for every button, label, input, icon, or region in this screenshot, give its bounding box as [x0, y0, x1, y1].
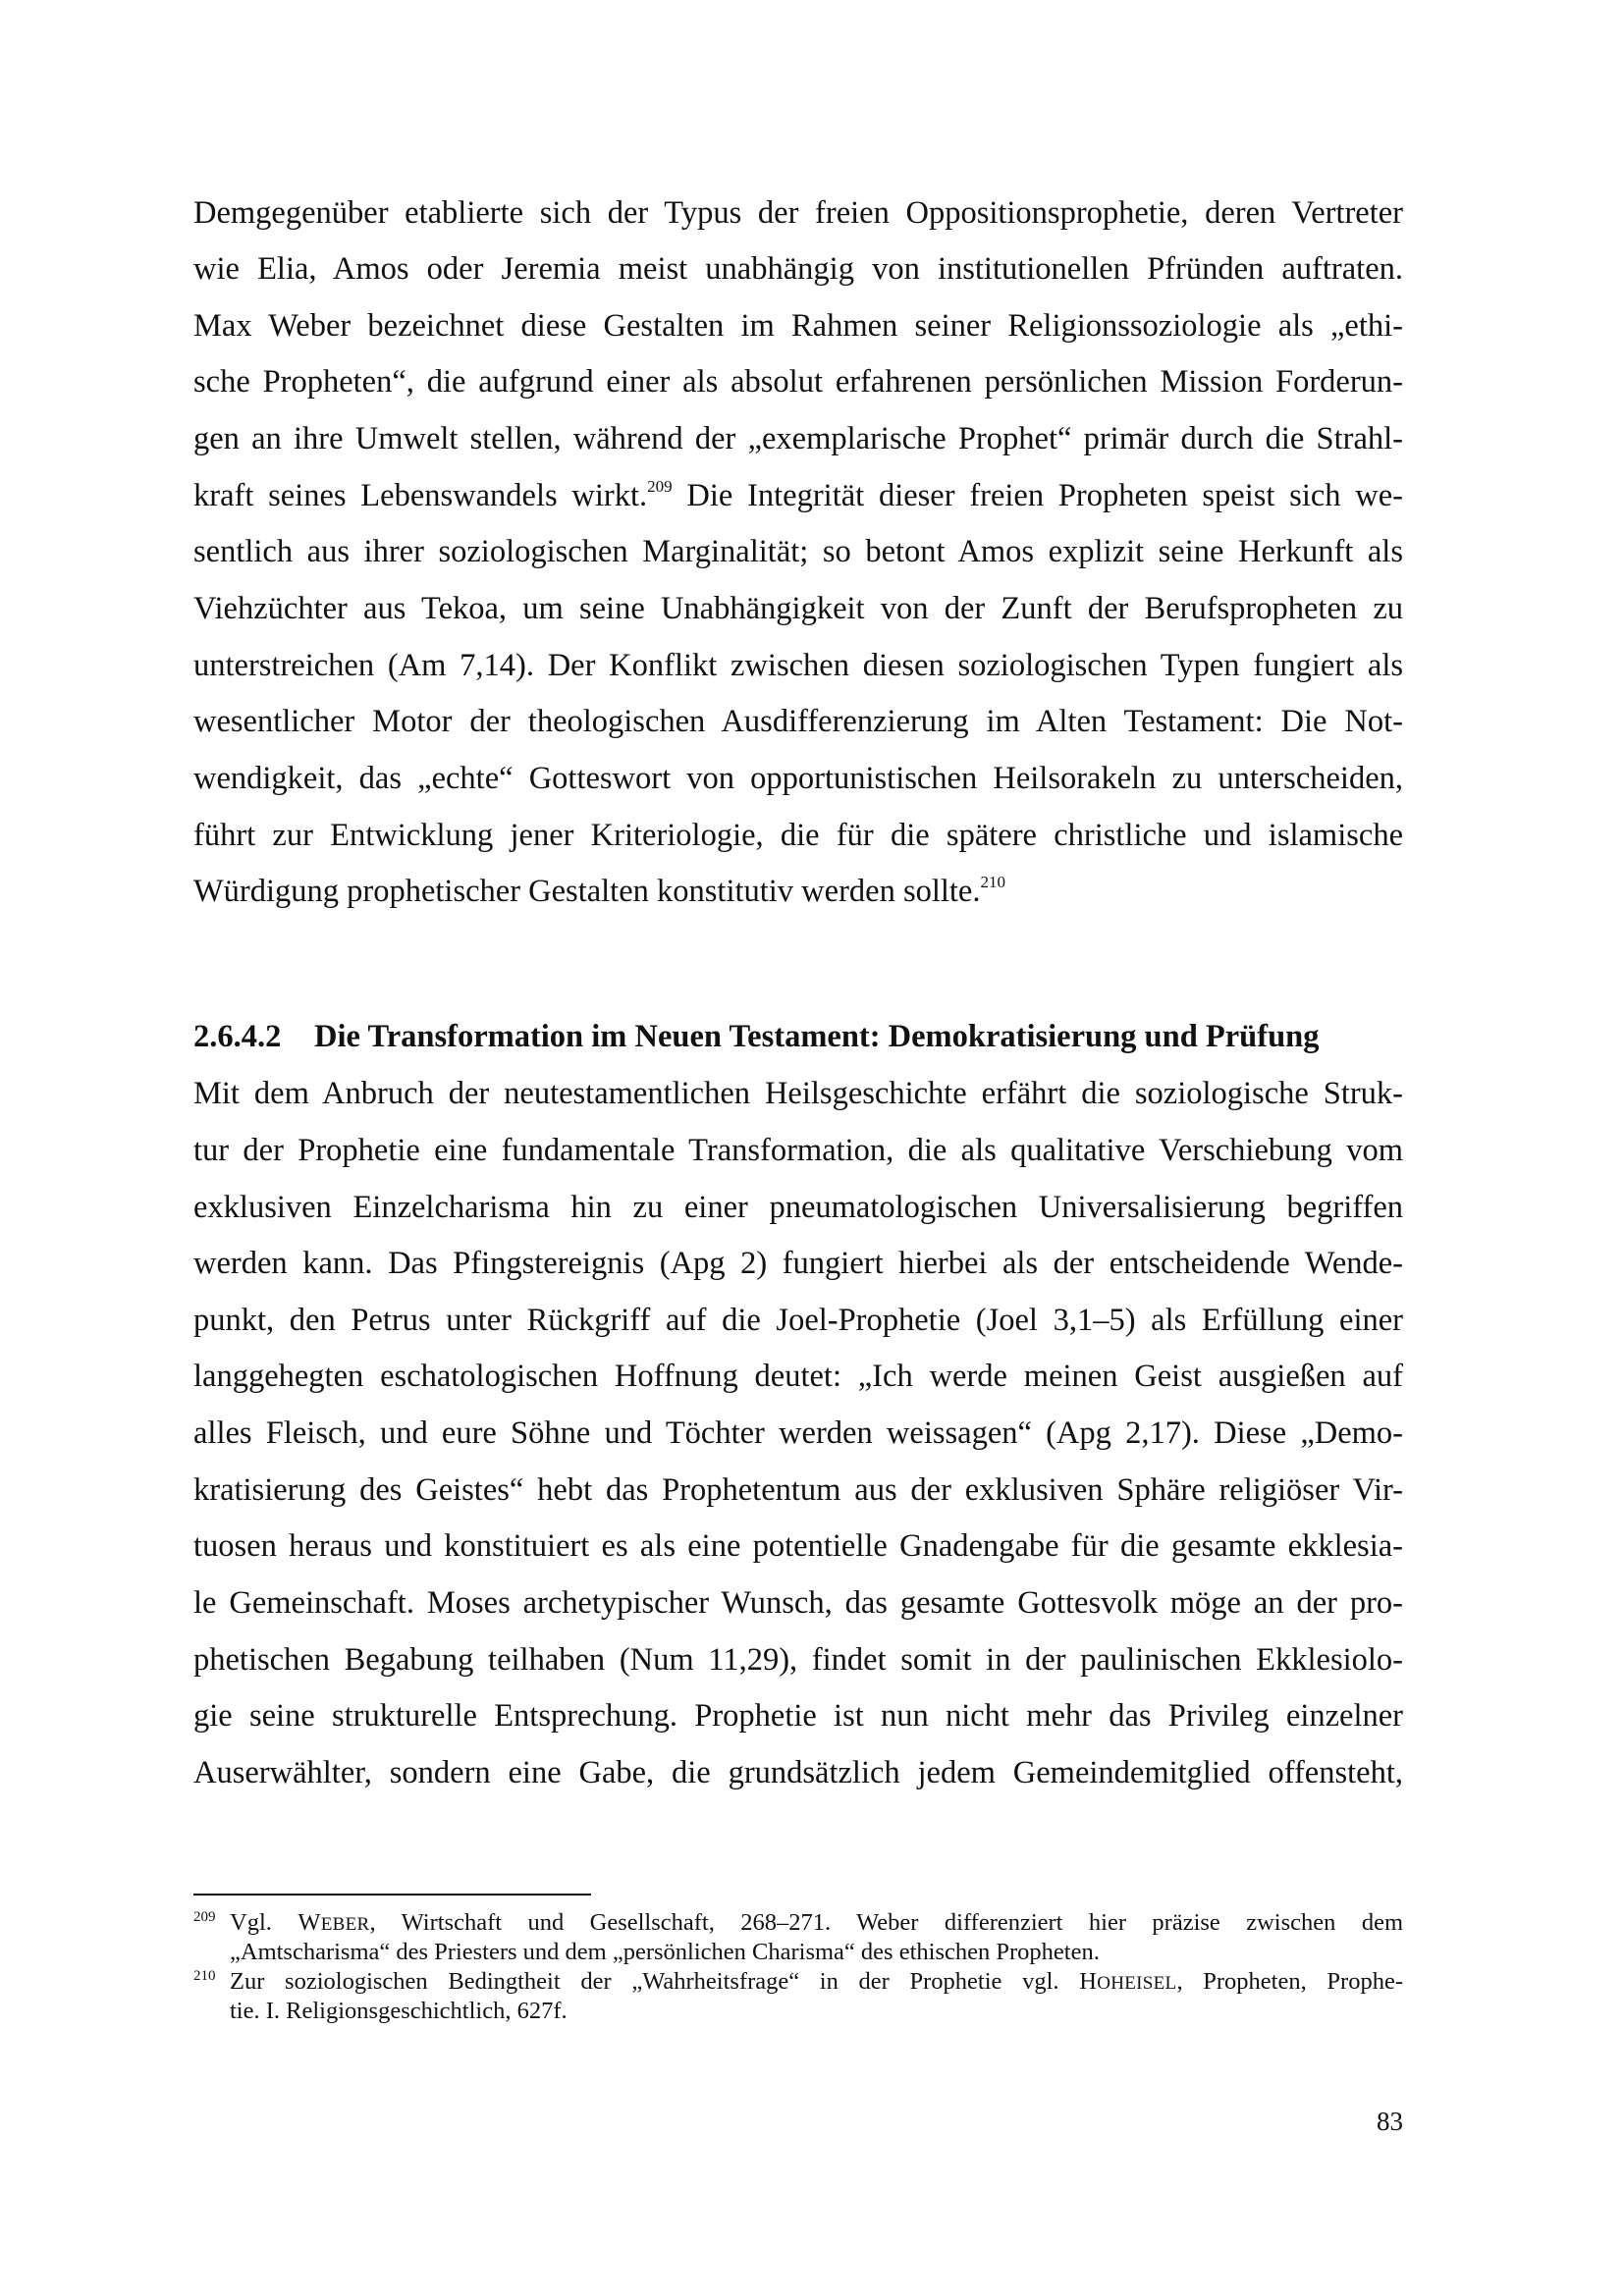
footnote-210-line-1-rest: , Propheten, Prophe- [1176, 1968, 1403, 1995]
paragraph-1-line-5: gen an ihre Umwelt stellen, während der „exemplarische Prophet“ primär durch die Strahl- [193, 421, 1403, 456]
paragraph-1-line-3: Max Weber bezeichnet diese Gestalten im Rahmen seiner Religionssoziologie als „ethi- [193, 308, 1403, 344]
paragraph-2-line-13: Auserwählter, sondern eine Gabe, die grundsätzlich jedem Gemeindemitglied offensteht, [193, 1755, 1403, 1790]
paragraph-1-line-8: Viehzüchter aus Tekoa, um seine Unabhängigkeit von der Zunft der Berufspropheten zu [193, 591, 1403, 626]
paragraph-2-line-3: exklusiven Einzelcharisma hin zu einer pneumatologischen Universalisierung begriffen [193, 1190, 1403, 1225]
section-number: 2.6.4.2 [193, 1019, 282, 1054]
footnote-210-line-2: tie. I. Religionsgeschichtlich, 627f. [230, 1998, 568, 2024]
paragraph-2-line-6: langgehegten eschatologischen Hoffnung deutet: „Ich werde meinen Geist ausgießen auf [193, 1359, 1403, 1394]
section-heading [193, 1017, 1403, 1056]
paragraph-1-line-9: unterstreichen (Am 7,14). Der Konflikt zwischen diesen soziologischen Typen fungiert als [193, 648, 1403, 683]
paragraph-2-line-11: phetischen Begabung teilhaben (Num 11,29), findet somit in der paulinischen Ekklesiolo- [193, 1642, 1403, 1678]
footnote-209-author: WEBER [298, 1909, 370, 1936]
footnote-210-line-1 [230, 1967, 1403, 1999]
paragraph-1-line-13-text: Würdigung prophetischer Gestalten konstitutiv werden sollte. [193, 874, 981, 909]
paragraph-1-line-6-end: Die Integrität dieser freien Propheten speist sich we- [672, 478, 1404, 513]
page-number: 83 [1377, 2107, 1403, 2136]
paragraph-2-line-1: Mit dem Anbruch der neutestamentlichen Heilsgeschichte erfährt die soziologische Struk- [193, 1076, 1403, 1111]
paragraph-1-line-12: führt zur Entwicklung jener Kriteriologie, die für die spätere christliche und islamische [193, 818, 1403, 853]
paragraph-2-line-4: werden kann. Das Pfingstereignis (Apg 2) fungiert hierbei als der entscheidende Wende- [193, 1246, 1403, 1281]
footnote-209-line-1 [230, 1908, 1403, 1940]
document-page [193, 0, 1403, 2296]
paragraph-1-line-4: sche Propheten“, die aufgrund einer als absolut erfahrenen persönlichen Mission Forderun- [193, 364, 1403, 400]
paragraph-1-line-1: Demgegenüber etablierte sich der Typus der freien Oppositionsprophetie, deren Vertreter [193, 195, 1403, 231]
footnote-209: 209 Vgl. WEBER, Wirtschaft und Gesellschaft, 268–271. Weber differenziert hier präzise zwischen dem [193, 1908, 1403, 1940]
footnote-209-prefix: Vgl. [230, 1909, 298, 1936]
paragraph-1-line-10: wesentlicher Motor der theologischen Ausdifferenzierung im Alten Testament: Die Not- [193, 704, 1403, 739]
paragraph-2-line-10: le Gemeinschaft. Moses archetypischer Wunsch, das gesamte Gottesvolk möge an der pro- [193, 1585, 1403, 1621]
footnote-ref-209[interactable]: 209 [647, 477, 673, 496]
footnote-210-line-1-start: Zur soziologischen Bedingtheit der „Wahrheitsfrage“ in der Prophetie vgl. [230, 1968, 1080, 1995]
paragraph-1-line-13 [193, 872, 1403, 911]
footnote-separator [193, 1894, 591, 1896]
paragraph-1-line-2: wie Elia, Amos oder Jeremia meist unabhängig von institutionellen Pfründen auftraten. [193, 251, 1403, 287]
footnote-ref-210[interactable]: 210 [980, 873, 1005, 891]
paragraph-2-line-5: punkt, den Petrus unter Rückgriff auf die Joel-Prophetie (Joel 3,1–5) als Erfüllung einer [193, 1303, 1403, 1338]
paragraph-1-line-6 [193, 476, 1403, 515]
paragraph-1-line-11: wendigkeit, das „echte“ Gotteswort von opportunistischen Heilsorakeln zu unterscheiden, [193, 761, 1403, 796]
footnote-210-author: HOHEISEL [1079, 1968, 1177, 1995]
paragraph-2-line-12: gie seine strukturelle Entsprechung. Prophetie ist nun nicht mehr das Privileg einzelner [193, 1698, 1403, 1734]
paragraph-2-line-7: alles Fleisch, und eure Söhne und Töchter werden weissagen“ (Apg 2,17). Diese „Demo- [193, 1415, 1403, 1451]
paragraph-1-line-6-start: kraft seines Lebenswandels wirkt. [193, 478, 648, 513]
footnote-209-line-1-rest: , Wirtschaft und Gesellschaft, 268–271. Weber differenziert hier präzise zwischen dem [369, 1909, 1403, 1936]
footnote-209-line-2: „Amtscharisma“ des Priesters und dem „persönlichen Charisma“ des ethischen Propheten. [230, 1939, 1100, 1965]
paragraph-2-line-2: tur der Prophetie eine fundamentale Transformation, die als qualitative Verschiebung vom [193, 1133, 1403, 1168]
paragraph-2-line-8: kratisierung des Geistes“ hebt das Prophetentum aus der exklusiven Sphäre religiöser Vir- [193, 1472, 1403, 1508]
paragraph-2-line-9: tuosen heraus und konstituiert es als eine potentielle Gnadengabe für die gesamte ekklesia- [193, 1528, 1403, 1564]
paragraph-1-line-7: sentlich aus ihrer soziologischen Marginalität; so betont Amos explizit seine Herkunft als [193, 534, 1403, 569]
footnote-210: 210 Zur soziologischen Bedingtheit der „Wahrheitsfrage“ in der Prophetie vgl. HOHEISEL, Propheten, Prophe- [193, 1967, 1403, 1999]
section-title: Die Transformation im Neuen Testament: Demokratisierung und Prüfung [314, 1019, 1320, 1054]
